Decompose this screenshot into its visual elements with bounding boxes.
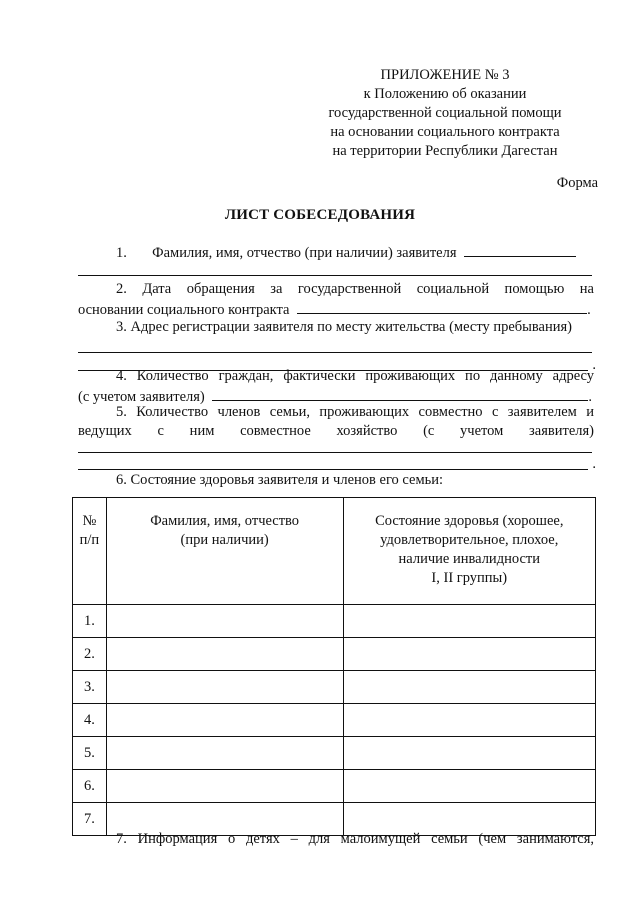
col-header-name bbox=[106, 498, 343, 605]
item-3-fill-line-1[interactable] bbox=[78, 352, 592, 353]
health-cell[interactable] bbox=[343, 704, 595, 737]
item-5-line-1: 5. Количество членов семьи, проживающих совместно с заявителем и bbox=[116, 404, 594, 420]
table-header-row bbox=[73, 498, 596, 605]
item-4-text: (с учетом заявителя) bbox=[78, 389, 205, 405]
document-title: ЛИСТ СОБЕСЕДОВАНИЯ bbox=[224, 207, 416, 223]
item-6-text: 6. Состояние здоровья заявителя и членов его семьи: bbox=[116, 472, 444, 488]
row-number: 7. bbox=[73, 803, 107, 836]
item-2-line-1: 2. Дата обращения за государственной социальной помощью на bbox=[116, 281, 594, 297]
col-header-health bbox=[343, 498, 595, 605]
item-7-text: 7. Информация о детях – для малоимущей семьи (чем занимаются, bbox=[116, 831, 594, 847]
health-cell[interactable] bbox=[343, 770, 595, 803]
table-row bbox=[73, 671, 596, 704]
row-number: 5. bbox=[73, 737, 107, 770]
appendix-header bbox=[300, 66, 590, 161]
table-row bbox=[73, 737, 596, 770]
form-label: Форма bbox=[556, 175, 598, 191]
name-cell[interactable] bbox=[106, 638, 343, 671]
item-3-text: 3. Адрес регистрации заявителя по месту жительства (месту пребывания) bbox=[116, 319, 573, 335]
table-row bbox=[73, 605, 596, 638]
table-row bbox=[73, 770, 596, 803]
item-1-text: Фамилия, имя, отчество (при наличии) заявителя bbox=[152, 245, 457, 261]
item-1-number: 1. bbox=[116, 245, 127, 261]
item-1-fill-line[interactable] bbox=[78, 275, 592, 276]
health-cell[interactable] bbox=[343, 671, 595, 704]
appendix-line-3: государственной социальной помощи bbox=[328, 105, 562, 121]
appendix-number: ПРИЛОЖЕНИЕ № 3 bbox=[380, 67, 510, 83]
item-3-dot: . bbox=[592, 357, 596, 373]
col-header-number bbox=[73, 498, 107, 605]
col-header-health-line-4: I, II группы) bbox=[431, 570, 508, 586]
row-number: 4. bbox=[73, 704, 107, 737]
appendix-line-5: на территории Республики Дагестан bbox=[332, 143, 558, 159]
row-number: 2. bbox=[73, 638, 107, 671]
health-cell[interactable] bbox=[343, 638, 595, 671]
item-4-blank[interactable] bbox=[212, 386, 588, 401]
col-header-name-line-2: (при наличии) bbox=[180, 532, 269, 548]
item-5-line-2: ведущих с ним совместное хозяйство (с учетом заявителя) bbox=[78, 423, 594, 439]
table-row bbox=[73, 638, 596, 671]
appendix-line-4: на основании социального контракта bbox=[330, 124, 560, 140]
item-5-dot: . bbox=[592, 456, 596, 472]
row-number: 6. bbox=[73, 770, 107, 803]
appendix-line-2: к Положению об оказании bbox=[363, 86, 527, 102]
item-2-line-2 bbox=[78, 299, 594, 320]
col-header-number-line-1: № bbox=[82, 513, 97, 529]
item-5-fill-line-2[interactable] bbox=[78, 469, 588, 470]
item-2-dot: . bbox=[587, 302, 591, 318]
item-2-text: основании социального контракта bbox=[78, 302, 290, 318]
item-5-fill-line-1[interactable] bbox=[78, 452, 592, 453]
name-cell[interactable] bbox=[106, 737, 343, 770]
item-2-blank[interactable] bbox=[297, 299, 587, 314]
col-header-number-line-2: п/п bbox=[79, 532, 100, 548]
health-cell[interactable] bbox=[343, 605, 595, 638]
name-cell[interactable] bbox=[106, 671, 343, 704]
row-number: 1. bbox=[73, 605, 107, 638]
table-row bbox=[73, 704, 596, 737]
row-number: 3. bbox=[73, 671, 107, 704]
col-header-health-line-3: наличие инвалидности bbox=[398, 551, 540, 567]
item-1 bbox=[116, 242, 594, 263]
name-cell[interactable] bbox=[106, 770, 343, 803]
item-1-blank[interactable] bbox=[464, 242, 576, 257]
name-cell[interactable] bbox=[106, 605, 343, 638]
name-cell[interactable] bbox=[106, 704, 343, 737]
col-header-health-line-1: Состояние здоровья (хорошее, bbox=[375, 513, 564, 529]
item-4-dot: . bbox=[588, 389, 592, 405]
col-header-name-line-1: Фамилия, имя, отчество bbox=[150, 513, 300, 529]
health-cell[interactable] bbox=[343, 737, 595, 770]
item-4-line-1: 4. Количество граждан, фактически проживающих по данному адресу bbox=[116, 368, 594, 384]
col-header-health-line-2: удовлетворительное, плохое, bbox=[380, 532, 559, 548]
health-table bbox=[72, 497, 596, 836]
